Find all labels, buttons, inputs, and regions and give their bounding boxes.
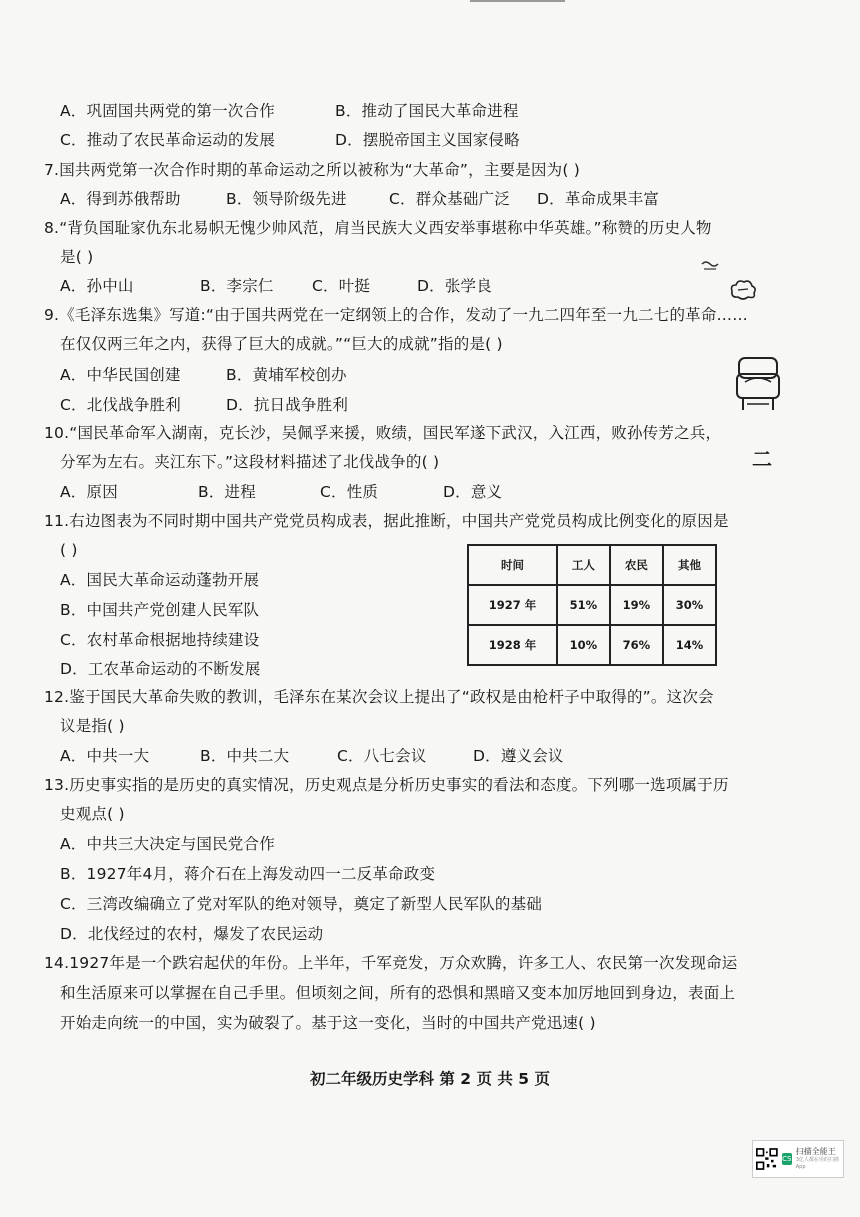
badge-subtitle: 3亿人都在用的扫描App [795, 1157, 839, 1170]
table-header-cell: 其他 [663, 545, 716, 585]
text-line: A．巩固国共两党的第一次合作 [60, 102, 275, 120]
margin-doodle-icon [700, 258, 720, 272]
text-line: A．原因 [60, 483, 118, 501]
page-footer: 初二年级历史学科 第 2 页 共 5 页 [310, 1070, 550, 1088]
text-line: 分军为左右。夹江东下。”这段材料描述了北伐战争的( ) [60, 453, 440, 471]
text-line: 10.“国民革命军入湖南，克长沙，吴佩孚来援，败绩，国民军遂下武汉，入江西，败孙传芳之兵， [44, 424, 722, 442]
text-line: 和生活原来可以掌握在自己手里。但顷刻之间，所有的恐惧和黑暗又变本加厉地回到身边，表面上 [60, 984, 736, 1002]
text-line: B．李宗仁 [200, 277, 274, 295]
table-cell: 51% [557, 585, 610, 625]
table-cell: 19% [610, 585, 663, 625]
text-line: B．1927年4月，蒋介石在上海发动四一二反革命政变 [60, 865, 436, 883]
text-line: 13.历史事实指的是历史的真实情况，历史观点是分析历史事实的看法和态度。下列哪一选项属于历 [44, 776, 729, 794]
qr-code-icon [756, 1146, 778, 1172]
text-line: C．北伐战争胜利 [60, 396, 181, 414]
text-line: B．中国共产党创建人民军队 [60, 601, 260, 619]
text-line: 14.1927年是一个跌宕起伏的年份。上半年，千军竞发，万众欢腾，许多工人、农民第一次发现命运 [44, 954, 738, 972]
text-line: 8.“背负国耻家仇东北易帜无愧少帅风范，肩当民族大义西安举事堪称中华英雄。”称赞的历史人物 [44, 219, 712, 237]
text-line: B．中共二大 [200, 747, 290, 765]
text-line: D．张学良 [417, 277, 492, 295]
text-line: D．革命成果丰富 [537, 190, 660, 208]
text-line: D．意义 [443, 483, 503, 501]
cloud-doodle-icon [728, 277, 758, 301]
text-line: D．北伐经过的农村，爆发了农民运动 [60, 925, 324, 943]
table-row [468, 585, 716, 625]
top-edge-mark [470, 0, 565, 2]
text-line: A．国民大革命运动蓬勃开展 [60, 571, 260, 589]
text-line: 12.鉴于国民大革命失败的教训，毛泽东在某次会议上提出了“政权是由枪杆子中取得的”。这次会 [44, 688, 714, 706]
table-cell: 1927 年 [468, 585, 557, 625]
text-line: 史观点( ) [60, 805, 125, 823]
text-line: B．领导阶级先进 [226, 190, 347, 208]
badge-title: 扫描全能王 [795, 1147, 836, 1156]
text-line: A．中共一大 [60, 747, 150, 765]
text-line: A．得到苏俄帮助 [60, 190, 181, 208]
text-line: C．推动了农民革命运动的发展 [60, 131, 276, 149]
chair-doodle-icon [733, 352, 783, 414]
text-line: D．抗日战争胜利 [226, 396, 349, 414]
camscanner-logo-icon: CS [782, 1155, 792, 1163]
text-line: ( ) [60, 541, 78, 559]
margin-note: 二 [752, 447, 773, 471]
table-cell: 1928 年 [468, 625, 557, 665]
text-line: 7.国共两党第一次合作时期的革命运动之所以被称为“大革命”，主要是因为( ) [44, 161, 580, 179]
party-member-table [467, 544, 717, 666]
text-line: D．工农革命运动的不断发展 [60, 660, 261, 678]
text-line: B．黄埔军校创办 [226, 366, 347, 384]
text-line: 11.右边图表为不同时期中国共产党党员构成表，据此推断，中国共产党党员构成比例变化的原因是 [44, 512, 729, 530]
table-cell: 14% [663, 625, 716, 665]
text-line: 9.《毛泽东选集》写道:“由于国共两党在一定纲领上的合作，发动了一九二四年至一九二七的革命…… [44, 306, 748, 324]
text-line: 是( ) [60, 248, 94, 266]
text-line: C．八七会议 [337, 747, 427, 765]
table-cell: 30% [663, 585, 716, 625]
table-cell: 76% [610, 625, 663, 665]
text-line: 开始走向统一的中国，实为破裂了。基于这一变化，当时的中国共产党迅速( ) [60, 1014, 596, 1032]
text-line: A．孙中山 [60, 277, 134, 295]
scanner-watermark-badge [752, 1140, 844, 1178]
text-line: C．群众基础广泛 [389, 190, 510, 208]
text-line: B．进程 [198, 483, 256, 501]
table-header-cell: 工人 [557, 545, 610, 585]
text-line: C．叶挺 [312, 277, 371, 295]
text-line: A．中共三大决定与国民党合作 [60, 835, 275, 853]
table-row [468, 625, 716, 665]
table-header-row [468, 545, 716, 585]
table-header-cell: 时间 [468, 545, 557, 585]
text-line: D．遵义会议 [473, 747, 564, 765]
text-line: C．性质 [320, 483, 379, 501]
text-line: A．中华民国创建 [60, 366, 181, 384]
text-line: B．推动了国民大革命进程 [335, 102, 519, 120]
table-cell: 10% [557, 625, 610, 665]
text-line: 议是指( ) [60, 717, 125, 735]
text-line: D．摆脱帝国主义国家侵略 [335, 131, 520, 149]
table-header-cell: 农民 [610, 545, 663, 585]
text-line: C．农村革命根据地持续建设 [60, 631, 260, 649]
text-line: 在仅仅两三年之内，获得了巨大的成就。”“巨大的成就”指的是( ) [60, 335, 503, 353]
text-line: C．三湾改编确立了党对军队的绝对领导，奠定了新型人民军队的基础 [60, 895, 543, 913]
